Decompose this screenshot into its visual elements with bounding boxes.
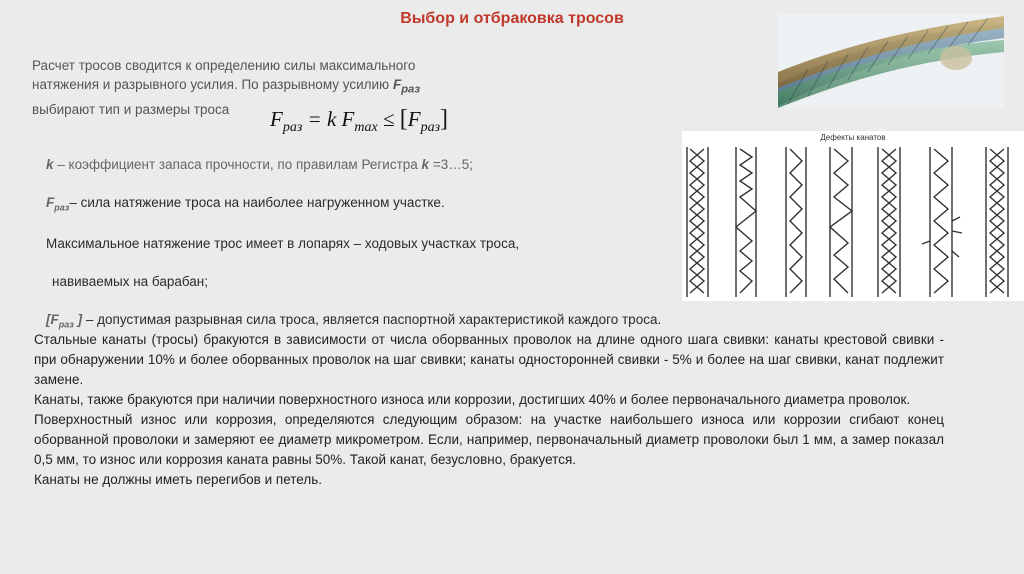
rope-sketch-7 — [986, 147, 1008, 297]
paragraph-no-kinks: Канаты не должны иметь перегибов и петель. — [34, 472, 323, 487]
rope-sketch-1 — [687, 147, 708, 297]
max-tension-line-1: Максимальное натяжение трос имеет в лопарях – ходовых участках троса, — [46, 236, 520, 251]
rope-sketch-3 — [786, 147, 806, 297]
allowed-force-definition: [$F_{раз}$ ] – допустимая разрывная сила троса, является паспортной характеристикой каждого троса. — [46, 312, 662, 330]
max-tension-line-2: навиваемых на барабан; — [52, 274, 208, 289]
main-text — [34, 330, 944, 490]
rope-sketch-4 — [830, 147, 852, 297]
paragraph-wear-measurement: Поверхностный износ или коррозия, определяются следующим образом: на участке наибольшего износа или коррозии сгибают конец оборванной проволоки и замеряют ее диаметр микрометром. Если, например, первоначальный диаметр проволоки был 1 мм, а замер показал 0,5 мм, то износ или коррозия каната равны 50%. Такой канат, безусловно, бракуется. — [34, 412, 944, 467]
paragraph-rejection-wires: Стальные канаты (тросы) бракуются в зависимости от числа оборванных проволок на длине одного шага свивки: канаты крестовой свивки - при обнаружении 10% и более оборванных проволок на шаг свивки; канаты односторонней свивки - 5% и более на шаг свивки, канат подлежит замене. — [34, 332, 944, 387]
rope-sketch-5 — [878, 147, 900, 297]
intro-line-1: Расчет тросов сводится к определению силы максимального — [32, 58, 416, 73]
right-bracket: ] — [440, 106, 449, 132]
left-bracket: [ — [399, 106, 408, 132]
rope-sketch-2 — [736, 147, 756, 297]
paragraph-rejection-wear: Канаты, также бракуются при наличии поверхностного износа или коррозии, достигших 40% и более первоначального диаметра проволок. — [34, 392, 911, 407]
defects-caption: Дефекты канатов — [820, 133, 886, 142]
intro-line-2: натяжения и разрывного усилия. По разрывному усилию $F_{раз}$ — [32, 77, 421, 96]
f-definition: $F_{раз}-$ сила натяжение троса на наиболее нагруженном участке. — [46, 195, 445, 213]
formula: $F_{раз} = k$ $F_{max} \le [F_{раз}]$ — [270, 106, 449, 136]
rope-defects-drawing — [682, 131, 1024, 301]
rope-photo-graphic — [778, 14, 1004, 108]
k-definition: k – коэффициент запаса прочности, по правилам Регистра k =3…5; — [46, 157, 473, 172]
rope-photo — [778, 14, 1004, 108]
slide-title: Выбор и отбраковка тросов — [400, 10, 624, 27]
rope-defects-image — [682, 131, 1024, 301]
f-symbol: $F_{раз}$ — [392, 77, 421, 96]
intro-line-3: выбирают тип и размеры троса — [32, 101, 230, 117]
rope-sketch-6 — [922, 147, 962, 297]
